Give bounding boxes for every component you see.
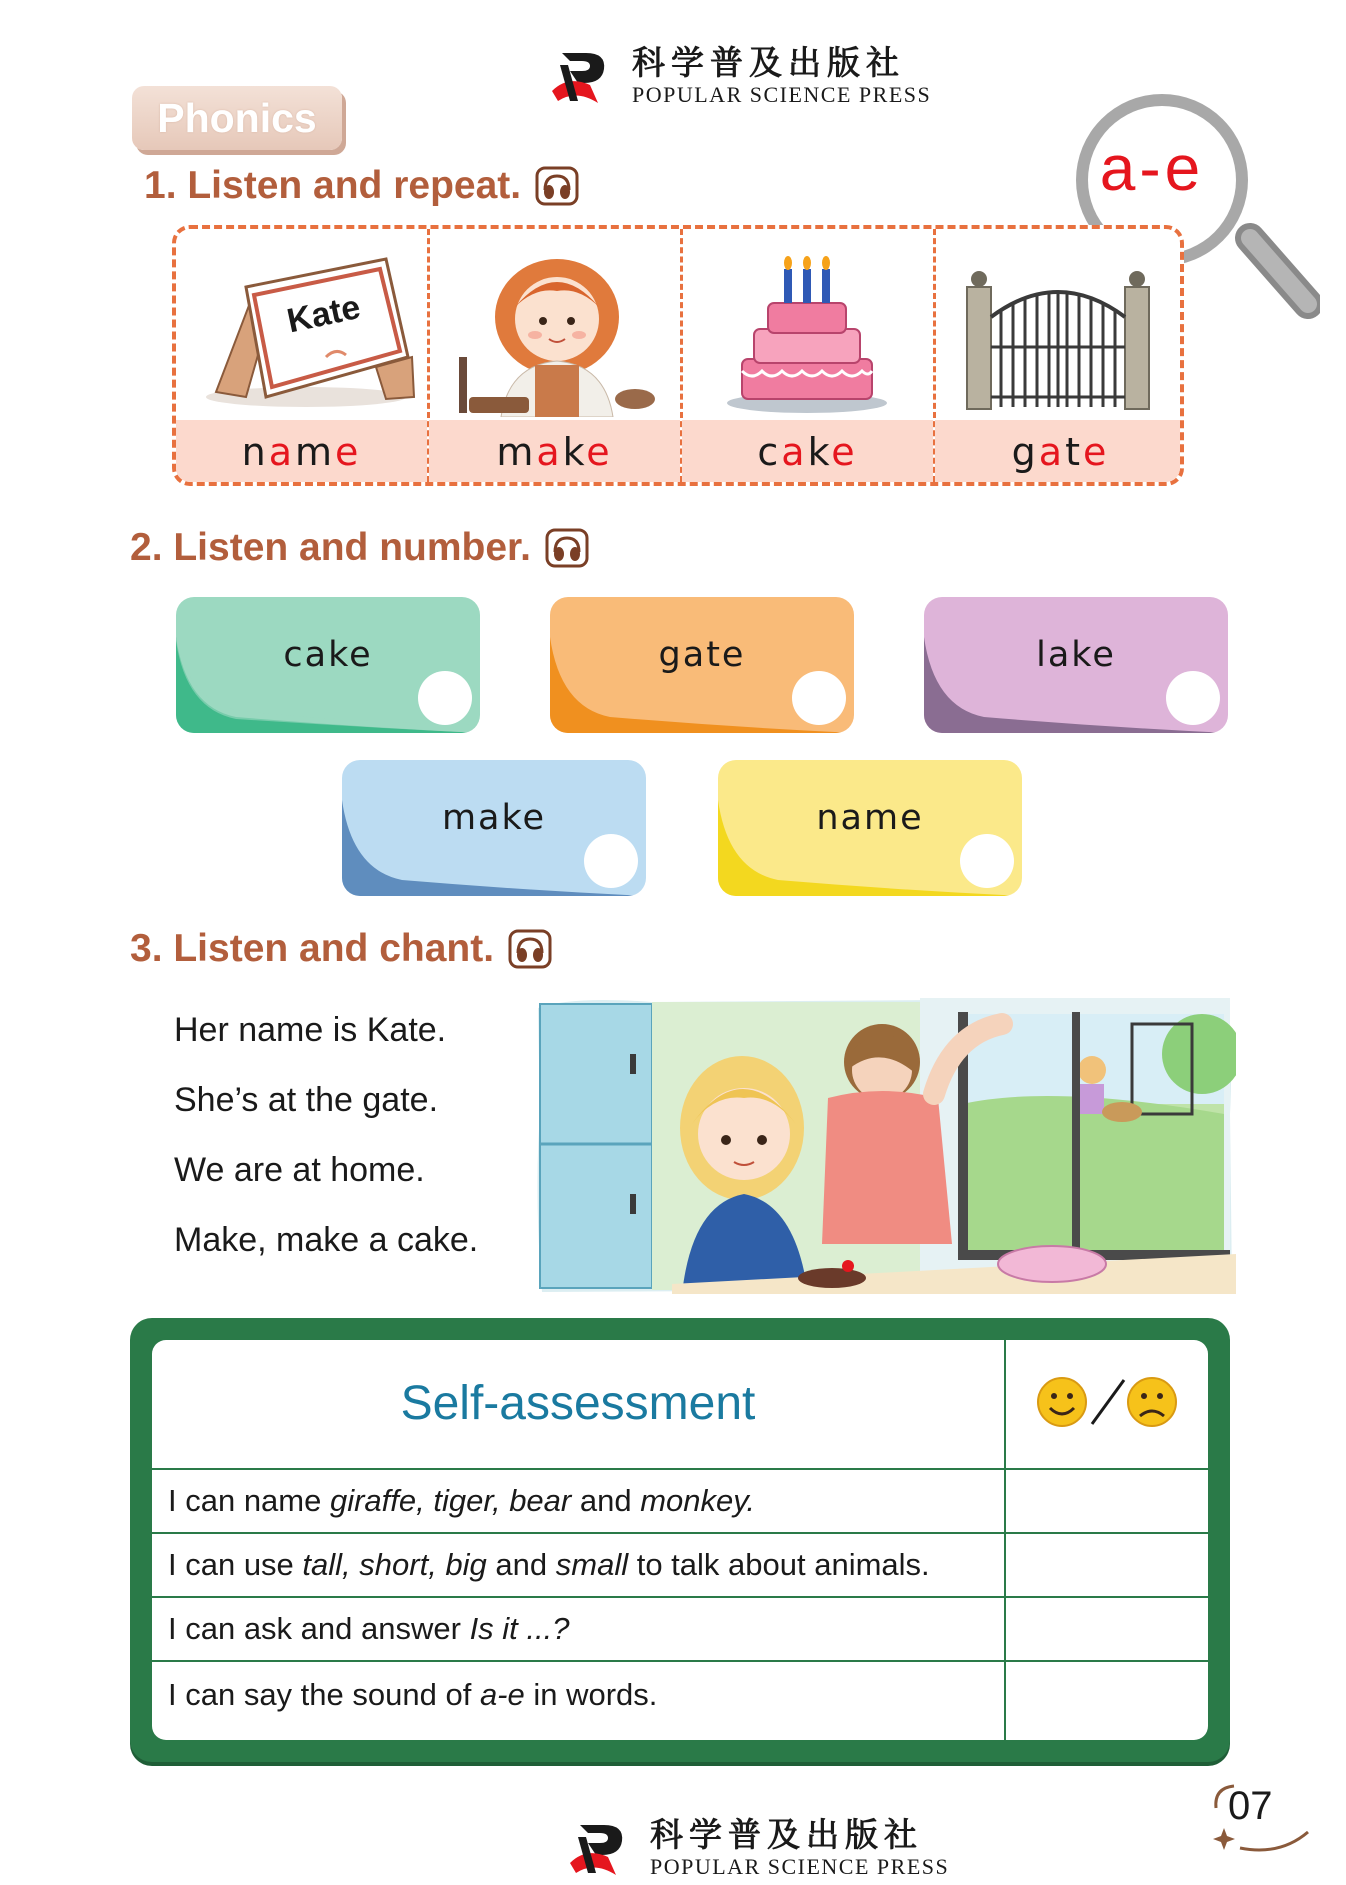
word-make: make (496, 430, 613, 474)
headphones-icon[interactable] (535, 166, 579, 206)
word-gate: gate (1011, 430, 1110, 474)
chant-line-4: Make, make a cake. (174, 1221, 479, 1259)
word-cell-gate[interactable] (935, 229, 1184, 482)
section-3-title: 3. Listen and chant. (130, 927, 495, 970)
page-number: 07 (1228, 1784, 1273, 1828)
name-card-text: Kate (283, 287, 364, 341)
publisher-name-en: POPULAR SCIENCE PRESS (650, 1854, 950, 1879)
publisher-logo-icon (566, 1817, 628, 1879)
card-label: lake (1036, 635, 1116, 675)
card-label: make (441, 798, 547, 838)
phonics-tag (132, 86, 342, 150)
assessment-row-1: I can name giraffe, tiger, bear and monkey. (168, 1483, 756, 1518)
word-card-make[interactable] (342, 760, 646, 896)
headphones-icon[interactable] (508, 929, 552, 969)
word-card-cake[interactable] (176, 597, 480, 733)
word-card-name[interactable] (718, 760, 1022, 896)
card-label: gate (658, 635, 746, 675)
focus-sound-label: a-e (1099, 132, 1205, 204)
listen-repeat-box (172, 225, 1184, 486)
publisher-header-top (548, 44, 931, 108)
faces-header (1032, 1372, 1182, 1432)
word-card-lake[interactable] (924, 597, 1228, 733)
chant-line-2: She’s at the gate. (174, 1081, 439, 1119)
publisher-footer (566, 1816, 949, 1880)
assessment-row-3: I can ask and answer Is it ...? (168, 1611, 570, 1646)
word-cake: cake (757, 430, 858, 474)
number-circle[interactable] (584, 834, 638, 888)
publisher-name-en: POPULAR SCIENCE PRESS (632, 82, 932, 107)
card-label: name (816, 798, 924, 838)
publisher-name-cn: 科学普及出版社 (650, 1815, 923, 1854)
publisher-name-cn: 科学普及出版社 (632, 43, 905, 82)
number-circle[interactable] (418, 671, 472, 725)
sad-face-icon (1128, 1378, 1176, 1426)
chant-line-1: Her name is Kate. (174, 1011, 447, 1049)
self-assessment-table (152, 1340, 1208, 1740)
section-2-title: 2. Listen and number. (130, 526, 531, 569)
card-label: cake (283, 635, 373, 675)
number-circle[interactable] (960, 834, 1014, 888)
self-assessment-title: Self-assessment (400, 1377, 756, 1430)
assessment-row-4: I can say the sound of a-e in words. (168, 1677, 658, 1712)
publisher-logo-icon (548, 45, 610, 107)
assessment-row-2: I can use tall, short, big and small to talk about animals. (168, 1547, 930, 1582)
section-1-heading (144, 164, 579, 208)
headphones-icon[interactable] (545, 528, 589, 568)
chant-line-3: We are at home. (174, 1151, 425, 1189)
word-cell-name[interactable] (176, 229, 427, 482)
word-cell-cake[interactable] (682, 229, 933, 482)
iron-gate-picture (945, 247, 1175, 417)
girl-making-picture (439, 247, 669, 417)
number-circle[interactable] (792, 671, 846, 725)
birthday-cake-picture (692, 247, 922, 417)
happy-face-icon (1038, 1378, 1086, 1426)
kitchen-scene-illustration (532, 994, 1236, 1294)
word-cell-make[interactable] (429, 229, 680, 482)
word-card-gate[interactable] (550, 597, 854, 733)
table-column-divider (1004, 1340, 1006, 1740)
section-1-title: 1. Listen and repeat. (144, 164, 522, 207)
section-3-heading (130, 927, 552, 971)
section-2-heading (130, 526, 589, 570)
number-circle[interactable] (1166, 671, 1220, 725)
phonics-tag-label: Phonics (157, 95, 317, 141)
name-card-picture (186, 247, 416, 417)
word-name: name (241, 430, 362, 474)
